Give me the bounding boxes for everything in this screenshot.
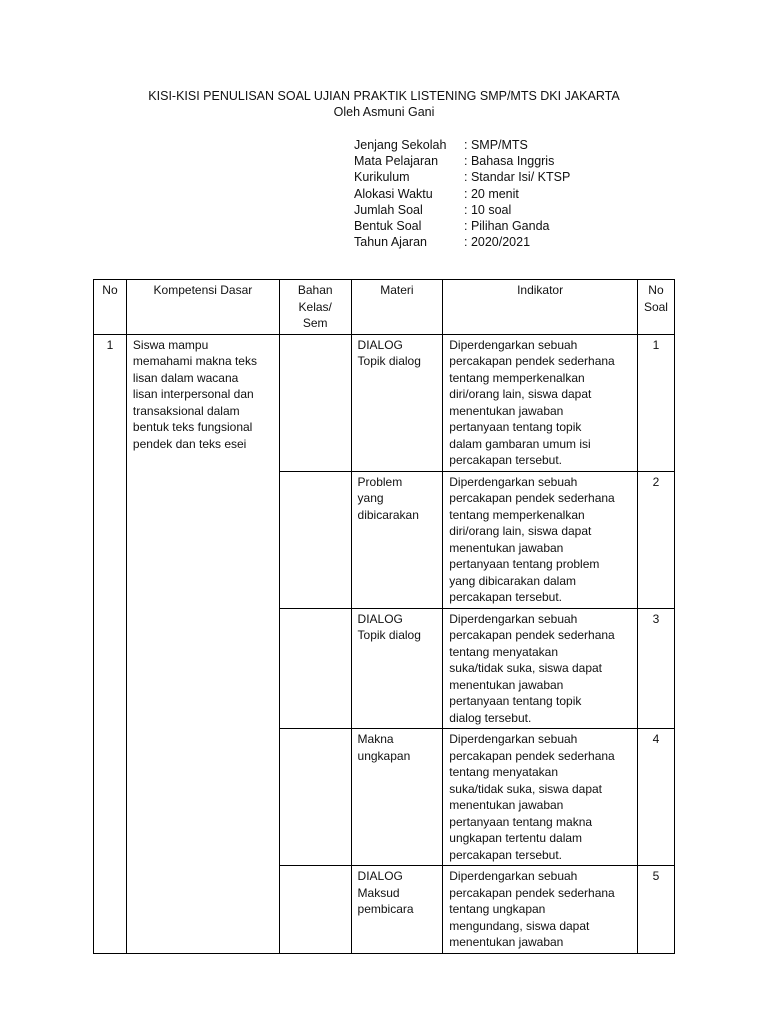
meta-row: [354, 234, 570, 250]
meta-label: Mata Pelajaran: [354, 154, 439, 169]
materi-cell: Problem yang dibicarakan: [351, 471, 443, 608]
materi-cell: DIALOG Maksud pembicara: [351, 866, 443, 954]
header-no: No: [94, 280, 127, 335]
indikator-cell: Diperdengarkan sebuah percakapan pendek sederhana tentang memperkenalkan diri/orang lain, siswa dapat menentukan jawaban pertanyaan tentang problem yang dibicarakan dalam percakapan tersebut.: [443, 471, 638, 608]
meta-row: [354, 202, 570, 218]
meta-label: Tahun Ajaran: [354, 235, 427, 250]
indikator-cell: Diperdengarkan sebuah percakapan pendek sederhana tentang ungkapan mengundang, siswa dapat menentukan jawaban: [443, 866, 638, 954]
meta-value: : Bahasa Inggris: [464, 154, 555, 169]
no-soal-cell: 4: [637, 729, 674, 866]
meta-value: : Pilihan Ganda: [464, 219, 550, 234]
no-soal-cell: 1: [637, 334, 674, 471]
meta-row: [354, 137, 570, 153]
meta-label: Jenjang Sekolah: [354, 138, 447, 152]
meta-value: : SMP/MTS: [464, 138, 528, 152]
meta-row: [354, 169, 570, 185]
bahan-cell: [279, 866, 351, 954]
table-header-row: [94, 280, 675, 335]
bahan-cell: [279, 729, 351, 866]
header-materi: Materi: [351, 280, 443, 335]
kompetensi-dasar-cell: Siswa mampu memahami makna teks lisan dalam wacana lisan interpersonal dan transaksional dalam bentuk teks fungsional pendek dan teks esei: [126, 334, 279, 953]
materi-cell: DIALOG Topik dialog: [351, 334, 443, 471]
table-row: [94, 334, 675, 471]
materi-cell: DIALOG Topik dialog: [351, 608, 443, 729]
meta-label: Kurikulum: [354, 170, 410, 185]
meta-label: Jumlah Soal: [354, 202, 423, 217]
no-soal-cell: 3: [637, 608, 674, 729]
header-kompetensi-dasar: Kompetensi Dasar: [126, 280, 279, 335]
meta-row: [354, 153, 570, 169]
bahan-cell: [279, 608, 351, 729]
meta-value: : Standar Isi/ KTSP: [464, 170, 571, 185]
meta-value: : 2020/2021: [464, 235, 531, 250]
indikator-cell: Diperdengarkan sebuah percakapan pendek sederhana tentang memperkenalkan diri/orang lain, siswa dapat menentukan jawaban pertanyaan tentang topik dalam gambaran umum isi percakapan tersebut.: [443, 334, 638, 471]
document-author: Oleh Asmuni Gani: [333, 105, 435, 119]
no-soal-cell: 2: [637, 471, 674, 608]
header-indikator: Indikator: [443, 280, 638, 335]
bahan-cell: [279, 471, 351, 608]
meta-row: [354, 218, 570, 234]
meta-value: : 20 menit: [464, 186, 519, 201]
row-number: 1: [94, 334, 127, 953]
meta-block: [354, 137, 570, 250]
no-soal-cell: 5: [637, 866, 674, 954]
indikator-cell: Diperdengarkan sebuah percakapan pendek sederhana tentang menyatakan suka/tidak suka, siswa dapat menentukan jawaban pertanyaan tentang makna ungkapan tertentu dalam percakapan tersebut.: [443, 729, 638, 866]
meta-value: : 10 soal: [464, 202, 512, 217]
header-bahan-kelas-sem: Bahan Kelas/ Sem: [279, 280, 351, 335]
indikator-cell: Diperdengarkan sebuah percakapan pendek sederhana tentang menyatakan suka/tidak suka, siswa dapat menentukan jawaban pertanyaan tentang topik dialog tersebut.: [443, 608, 638, 729]
meta-label: Alokasi Waktu: [354, 186, 433, 201]
materi-cell: Makna ungkapan: [351, 729, 443, 866]
kisi-kisi-table: [93, 279, 675, 954]
meta-label: Bentuk Soal: [354, 219, 422, 234]
meta-row: [354, 186, 570, 202]
bahan-cell: [279, 334, 351, 471]
header-no-soal: No Soal: [637, 280, 674, 335]
document-title: KISI-KISI PENULISAN SOAL UJIAN PRAKTIK LISTENING SMP/MTS DKI JAKARTA: [148, 89, 620, 103]
